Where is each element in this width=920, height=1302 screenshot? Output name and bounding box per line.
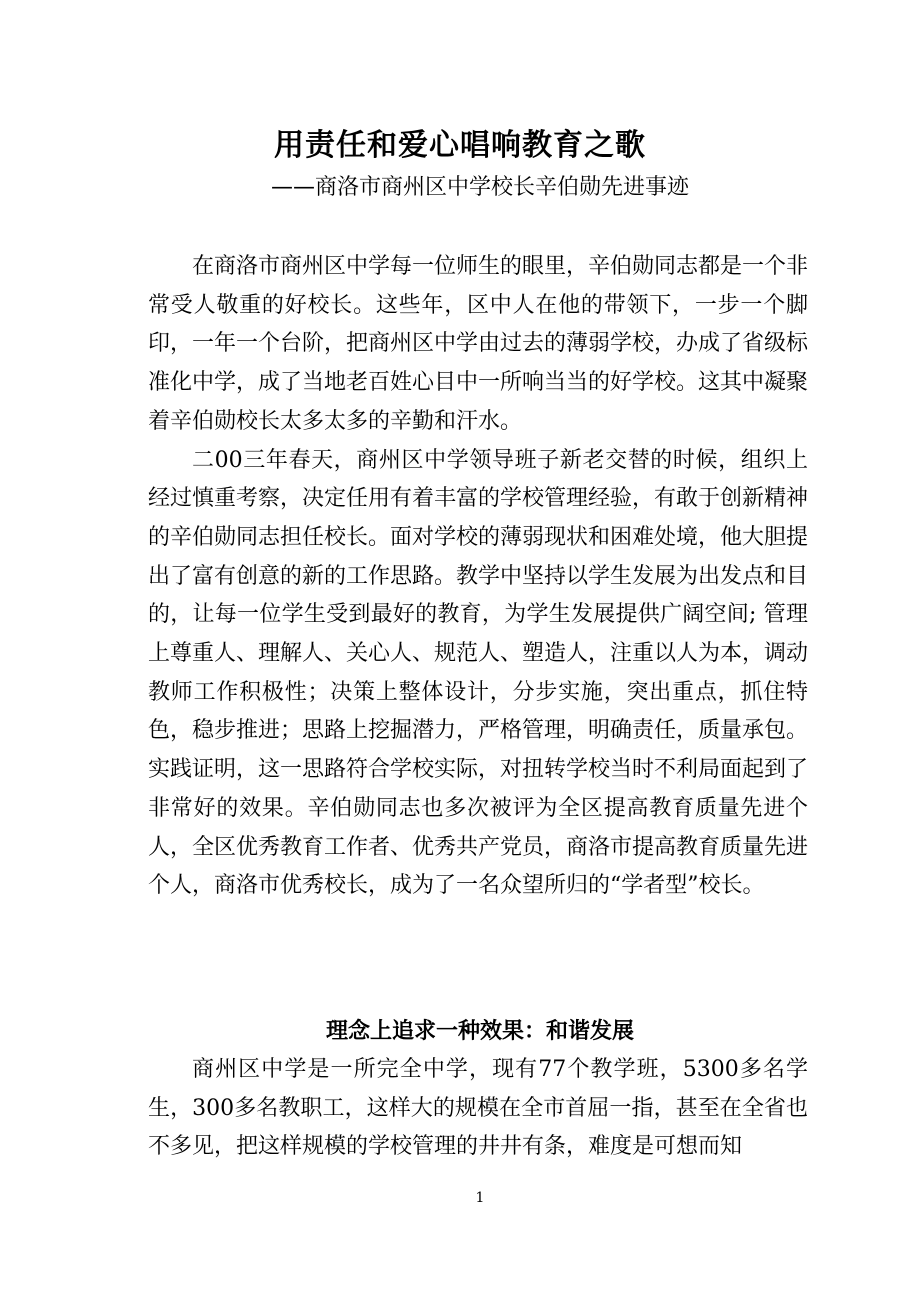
paragraph-3: 商州区中学是一所完全中学，现有77个教学班，5300多名学生，300多名教职工，这样大的规模在全市首屈一指，甚至在全省也不多见，把这样规模的学校管理的井井有条，难度是可想而知 <box>148 1057 808 1160</box>
page-number: 1 <box>475 1190 485 1206</box>
section-body-text <box>148 1051 808 1167</box>
paragraph-1: 在商洛市商州区中学每一位师生的眼里，辛伯勋同志都是一个非常受人敬重的好校长。这些年，区中人在他的带领下，一步一个脚印，一年一个台阶，把商州区中学由过去的薄弱学校，办成了省级标准化中学，成了当地老百姓心目中一所响当当的好学校。这其中凝聚着辛伯勋校长太多太多的辛勤和汗水。 <box>148 254 809 434</box>
document-title: 用责任和爱心唱响教育之歌 <box>274 128 646 163</box>
document-subtitle: ——商洛市商州区中学校长辛伯勋先进事迹 <box>270 175 689 200</box>
section-heading: 理念上追求一种效果：和谐发展 <box>325 1019 634 1044</box>
body-text <box>148 248 808 906</box>
paragraph-2: 二00三年春天，商州区中学领导班子新老交替的时候，组织上经过慎重考察，决定任用有着丰富的学校管理经验，有敢于创新精神的辛伯勋同志担任校长。面对学校的薄弱现状和困难处境，他大胆提出了富有创意的新的工作思路。教学中坚持以学生发展为出发点和目的，让每一位学生受到最好的教育，为学生发展提供广阔空间; 管理上尊重人、理解人、关心人、规范人、塑造人，注重以人为本，调动教师工作积极性；决策上整体设计，分步实施，突出重点，抓住特色，稳步推进；思路上挖掘潜力，严格管理，明确责任，质量承包。实践证明，这一思路符合学校实际，对扭转学校当时不利局面起到了非常好的效果。辛伯勋同志也多次被评为全区提高教育质量先进个人，全区优秀教育工作者、优秀共产党员，商洛市提高教育质量先进个人，商洛市优秀校长，成为了一名众望所归的“学者型”校长。 <box>148 447 809 899</box>
